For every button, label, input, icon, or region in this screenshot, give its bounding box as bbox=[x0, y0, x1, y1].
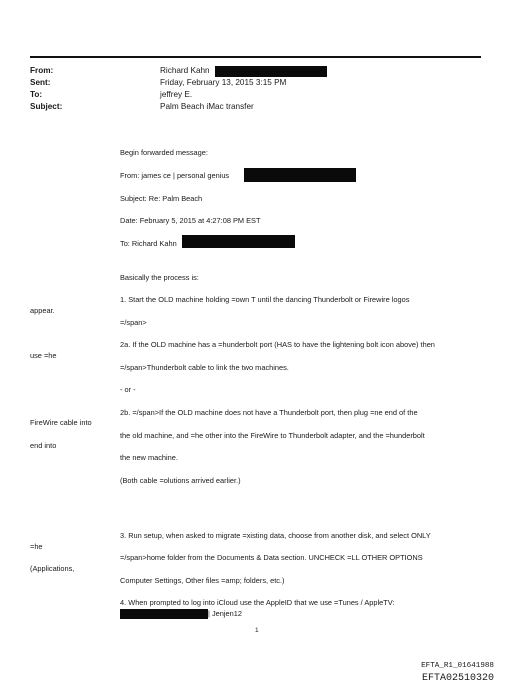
step-4-tail: | Jenjen12 bbox=[208, 609, 242, 618]
step-3: 3. Run setup, when asked to migrate =xisting data, choose from another disk, and select ONLY bbox=[120, 531, 431, 540]
forwarded-date: Date: February 5, 2015 at 4:27:08 PM EST bbox=[120, 216, 261, 225]
margin-he: =he bbox=[30, 542, 43, 551]
margin-end-into: end into bbox=[30, 441, 57, 450]
redaction-apple-id bbox=[120, 609, 208, 619]
forwarded-intro: Begin forwarded message: bbox=[120, 148, 208, 157]
forwarded-subject: Subject: Re: Palm Beach bbox=[120, 194, 203, 203]
redaction-forwarded-to bbox=[182, 235, 295, 248]
both-cable-note: (Both cable =olutions arrived earlier.) bbox=[120, 476, 241, 485]
step-2a: 2a. If the OLD machine has a =hunderbolt port (HAS to have the lightening bolt icon above) then bbox=[120, 340, 435, 349]
step-2b-line-2: the old machine, and =he other into the FireWire to Thunderbolt adapter, and the =hunderbolt bbox=[120, 431, 425, 440]
subject-value: Palm Beach iMac transfer bbox=[160, 102, 254, 111]
step-3-line-3: Computer Settings, Other files =amp; folders, etc.) bbox=[120, 576, 285, 585]
margin-applications: (Applications, bbox=[30, 564, 75, 573]
to-value: jeffrey E. bbox=[160, 90, 193, 99]
forwarded-from: From: james ce | personal genius bbox=[120, 171, 230, 180]
page-number: 1 bbox=[255, 627, 259, 634]
footer-id-large: EFTA02510320 bbox=[421, 673, 494, 684]
margin-firewire: FireWire cable into bbox=[30, 418, 92, 427]
sent-label: Sent: bbox=[30, 78, 51, 87]
step-1-tail: =/span> bbox=[120, 318, 147, 327]
redaction-forwarded-from bbox=[244, 168, 356, 182]
header-top-rule bbox=[30, 56, 481, 58]
step-1: 1. Start the OLD machine holding =own T until the dancing Thunderbolt or Firewire logos bbox=[120, 295, 410, 304]
margin-use-he: use =he bbox=[30, 351, 57, 360]
redaction-from bbox=[215, 66, 327, 77]
subject-label: Subject: bbox=[30, 102, 63, 111]
footer-id-small: EFTA_R1_01641988 bbox=[421, 662, 494, 670]
step-3-line-2: =/span>home folder from the Documents & Data section. UNCHECK =LL OTHER OPTIONS bbox=[120, 553, 423, 562]
to-label: To: bbox=[30, 90, 43, 99]
process-intro: Basically the process is: bbox=[120, 273, 199, 282]
sent-value: Friday, February 13, 2015 3:15 PM bbox=[160, 78, 287, 87]
step-2a-tail: =/span>Thunderbolt cable to link the two machines. bbox=[120, 363, 289, 372]
step-2b: 2b. =/span>If the OLD machine does not have a Thunderbolt port, then plug =ne end of the bbox=[120, 408, 418, 417]
from-value: Richard Kahn bbox=[160, 66, 210, 75]
or-separator: - or - bbox=[120, 385, 136, 394]
forwarded-to: To: Richard Kahn bbox=[120, 239, 177, 248]
step-4: 4. When prompted to log into iCloud use the AppleID that we use =Tunes / AppleTV: bbox=[120, 598, 395, 607]
margin-appear: appear. bbox=[30, 306, 55, 315]
step-2b-line-3: the new machine. bbox=[120, 453, 178, 462]
from-label: From: bbox=[30, 66, 54, 75]
